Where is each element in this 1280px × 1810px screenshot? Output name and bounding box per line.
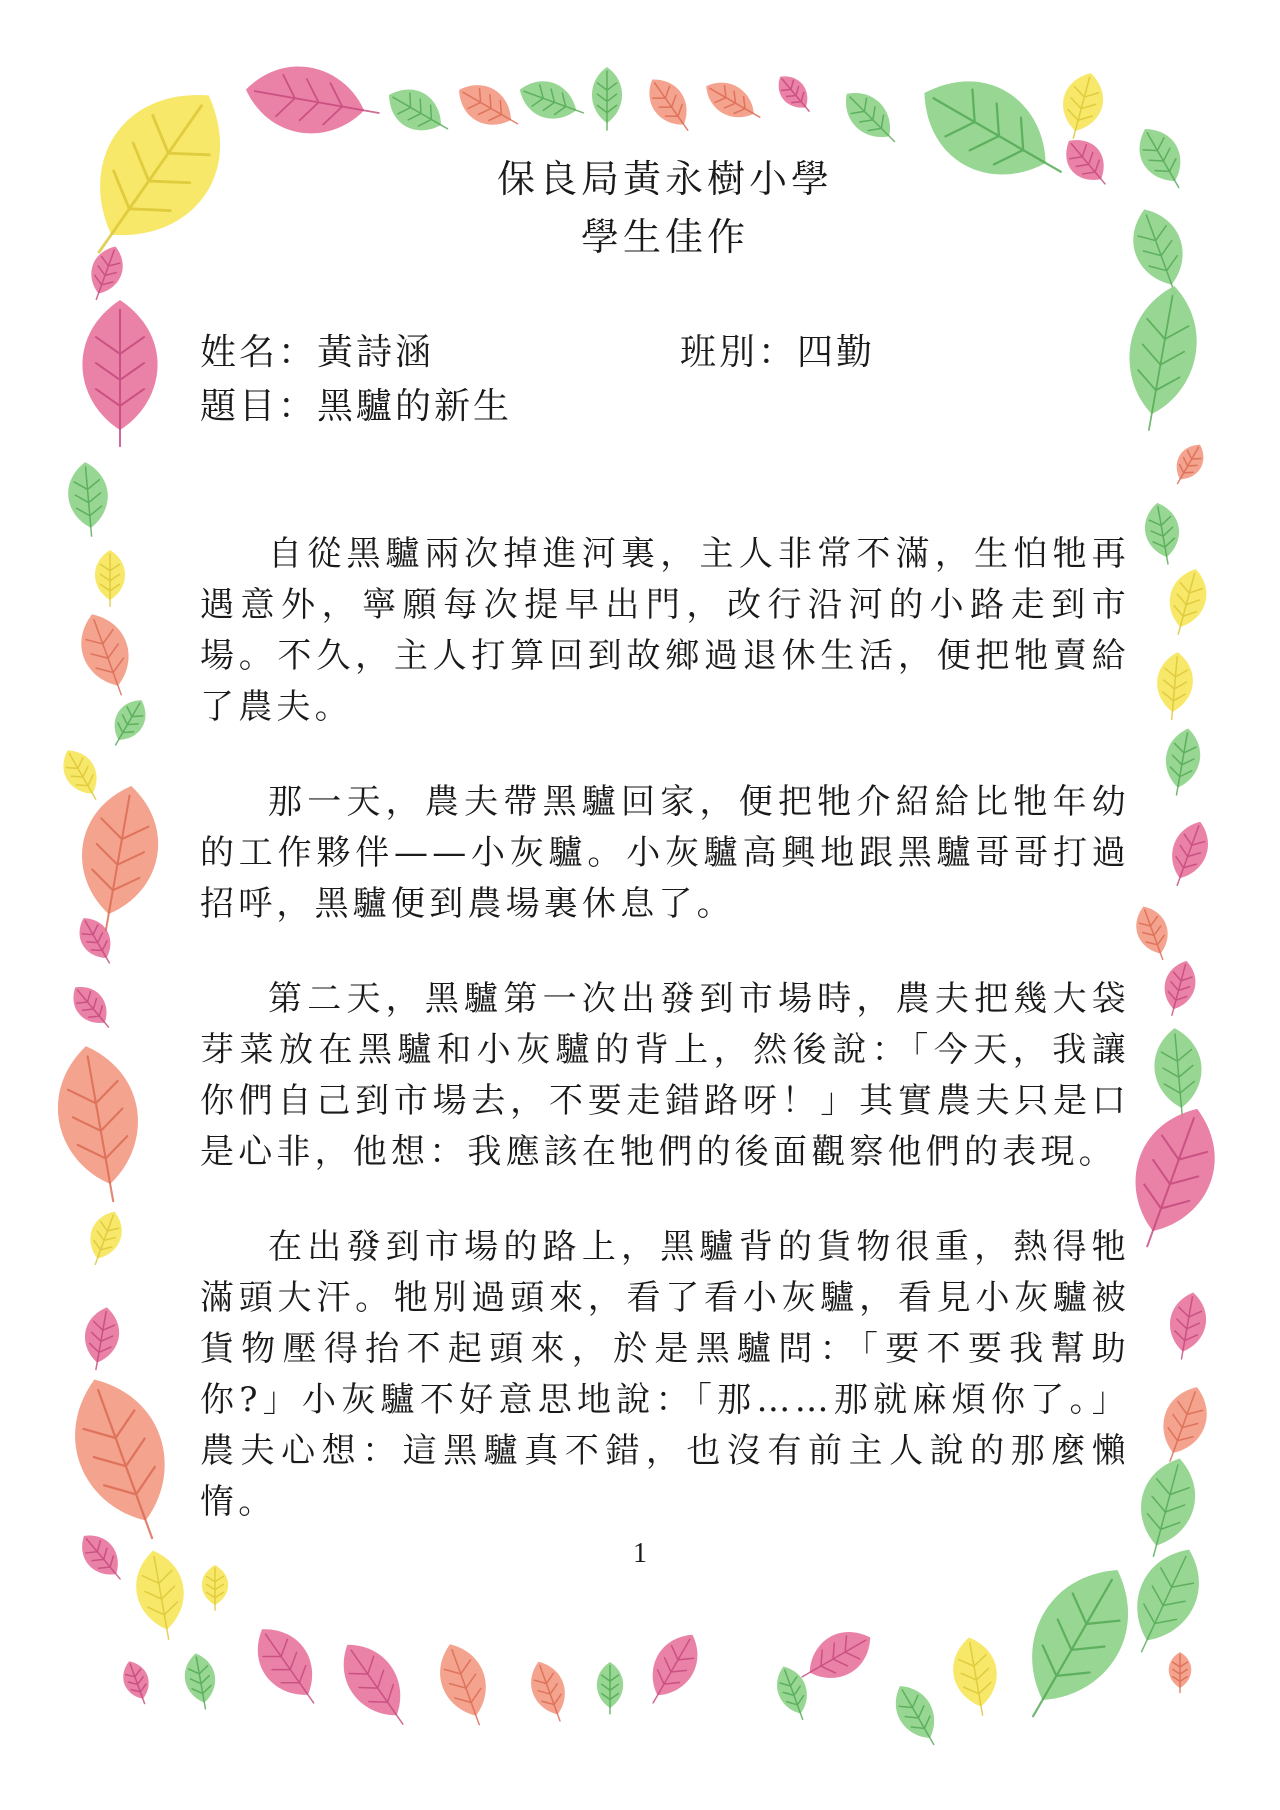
leaf-icon	[771, 69, 819, 119]
leaf-icon	[1129, 120, 1195, 197]
leaf-icon	[1151, 1380, 1217, 1468]
leaf-icon	[81, 1206, 128, 1269]
leaf-icon	[54, 743, 108, 807]
leaf-icon	[699, 73, 768, 130]
leaf-icon	[1157, 957, 1201, 1019]
leaf-icon	[82, 300, 157, 446]
document-subtitle: 學生佳作	[580, 215, 749, 259]
info-row-name-class	[200, 326, 1130, 380]
leaf-icon	[835, 82, 907, 154]
student-name: 姓名：黃詩涵	[200, 332, 435, 373]
leaf-icon	[1167, 439, 1211, 490]
leaf-icon	[55, 1365, 192, 1552]
leaf-icon	[69, 779, 168, 936]
leaf-icon	[450, 75, 526, 140]
leaf-icon	[523, 1656, 575, 1726]
leaf-icon	[1112, 1096, 1233, 1259]
leaf-icon	[118, 1657, 156, 1708]
essay-topic: 題目：黑驢的新生	[200, 386, 513, 427]
leaf-icon	[770, 1662, 816, 1724]
essay-paragraph: 那一天，農夫帶黑驢回家，便把牠介紹給比牠年幼的工作夥伴——小灰驢。小灰驢高興地跟黑驢哥哥打過招呼，黑驢便到農場裏休息了。	[200, 782, 1130, 924]
leaf-icon	[885, 1678, 948, 1753]
leaf-icon	[639, 70, 701, 139]
leaf-icon	[1169, 1652, 1192, 1693]
leaf-icon	[1161, 816, 1216, 891]
essay-paragraph: 第二天，黑驢第一次出發到市場時，農夫把幾大袋芽菜放在黑驢和小灰驢的背上，然後說：「今天，我讓你們自己到市場去，不要走錯路呀！」其實農夫只是口是心非，他想：我應該在牠們的後面觀察他們的表現。	[200, 979, 1130, 1172]
leaf-icon	[64, 978, 119, 1036]
leaf-icon	[997, 1549, 1155, 1737]
leaf-icon	[1117, 280, 1207, 435]
leaf-icon	[181, 1651, 220, 1712]
essay-body	[200, 529, 1130, 1528]
info-row-topic	[200, 380, 1130, 434]
leaf-icon	[1164, 1289, 1211, 1362]
leaf-icon	[948, 1634, 1004, 1719]
essay-paragraph: 在出發到市場的路上，黑驢背的貨物很重，熱得牠滿頭大汗。牠別過頭來，看了看小灰驢，看見小灰驢被貨物壓得抬不起頭來，於是黑驢問：「要不要我幫助你?」小灰驢不好意思地說：「那……那就麻煩你了。」農夫心想：這黑驢真不錯，也沒有前主人說的那麼懶惰。	[200, 1227, 1130, 1522]
student-class: 班別：四勤	[680, 332, 876, 373]
leaf-icon	[1129, 901, 1176, 964]
leaf-icon	[1154, 651, 1195, 721]
leaf-icon	[240, 57, 384, 145]
leaf-icon	[95, 550, 125, 606]
leaf-icon	[1160, 726, 1205, 798]
leaf-icon	[792, 1620, 881, 1695]
leaf-icon	[71, 607, 143, 703]
leaf-icon	[380, 79, 457, 145]
document-body	[200, 150, 1130, 1572]
leaf-icon	[592, 67, 622, 130]
leaf-icon	[636, 1625, 710, 1713]
leaf-icon	[1054, 68, 1110, 143]
leaf-icon	[514, 73, 590, 130]
leaf-icon	[1122, 201, 1197, 302]
leaf-icon	[1141, 500, 1185, 567]
leaf-icon	[82, 241, 129, 304]
school-name: 保良局黃永樹小學	[496, 157, 833, 201]
leaf-icon	[243, 1616, 333, 1717]
leaf-icon	[597, 1662, 623, 1714]
leaf-icon	[1161, 564, 1213, 638]
leaf-icon	[430, 1637, 500, 1732]
leaf-icon	[47, 1039, 152, 1208]
student-info	[200, 326, 1130, 434]
page-number: 1	[633, 1538, 647, 1569]
leaf-icon	[71, 911, 121, 970]
leaf-icon	[103, 693, 153, 752]
leaf-icon	[65, 460, 111, 537]
leaf-icon	[79, 1304, 123, 1372]
leaf-icon	[328, 1631, 422, 1737]
essay-paragraph: 自從黑驢兩次掉進河裏，主人非常不滿，生怕牠再遇意外，寧願每次提早出門，改行沿河的小路走到市場。不久，主人打算回到故鄉過退休生活，便把牠賣給了農夫。	[200, 534, 1130, 727]
leaf-icon	[1151, 1026, 1206, 1120]
